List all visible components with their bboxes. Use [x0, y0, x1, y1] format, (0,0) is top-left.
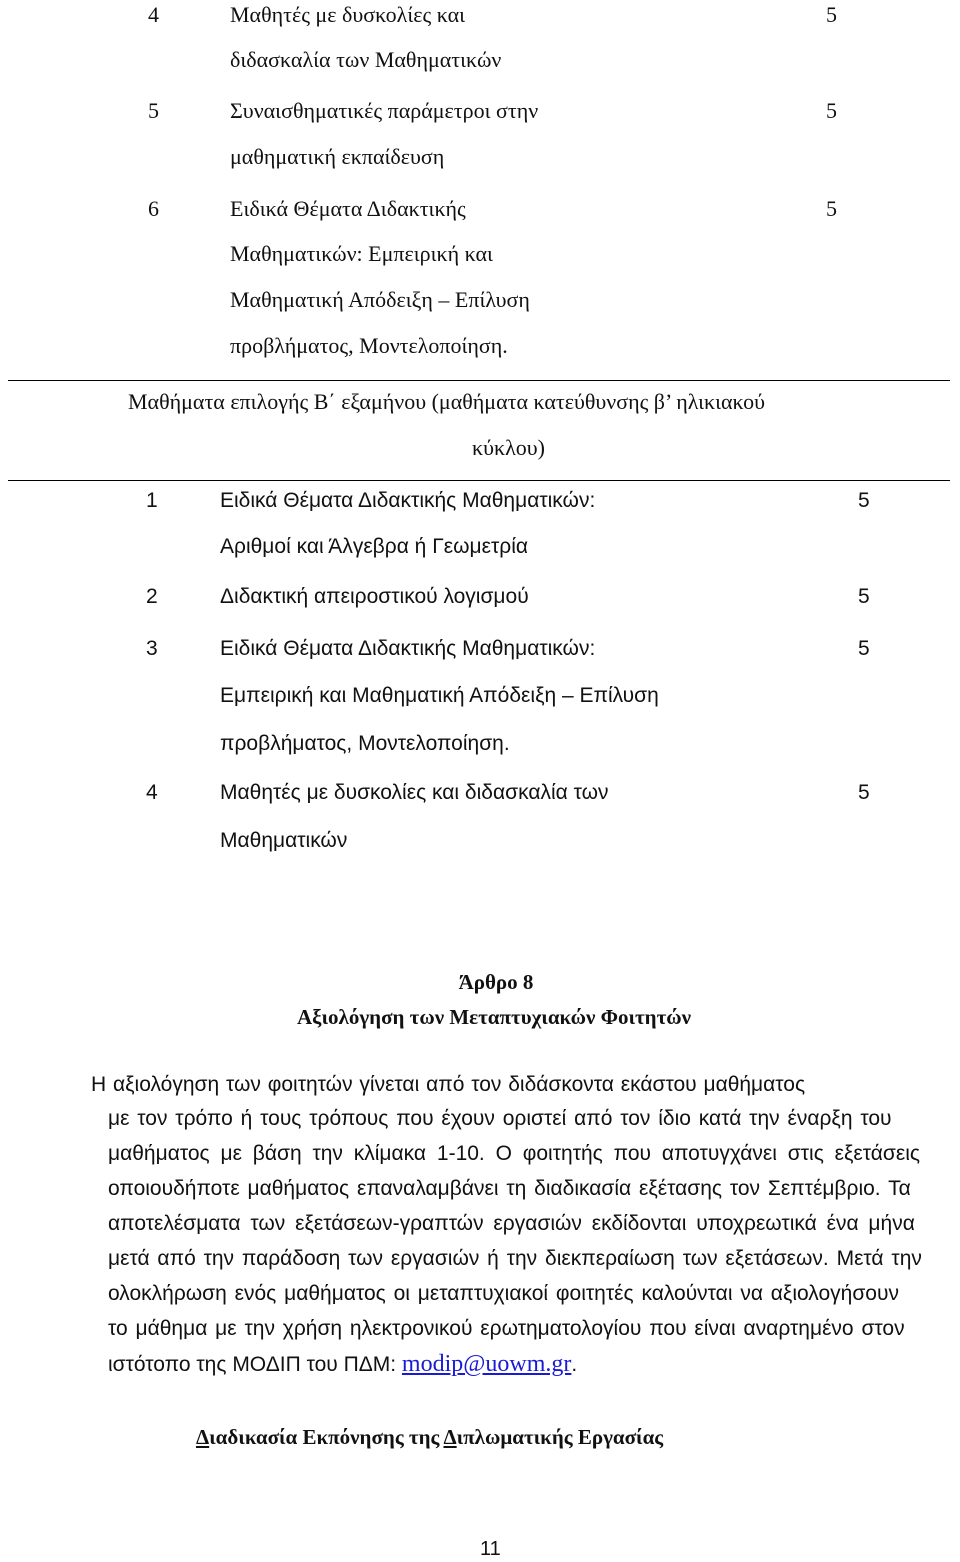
- ects-value: 5: [826, 2, 837, 27]
- heading-text: ιπλωματικής Εργασίας: [456, 1425, 664, 1449]
- ects-value: 5: [858, 489, 870, 512]
- course-title-line: Αριθμοί και Άλγεβρα ή Γεωμετρία: [220, 535, 529, 558]
- section-heading: Μαθήματα επιλογής Β΄ εξαμήνου (μαθήματα κατεύθυνσης β’ ηλικιακού: [128, 389, 766, 414]
- row-number: 4: [146, 781, 158, 804]
- paragraph-text: ιστότοπο της ΜΟΔΙΠ του ΠΔΜ:: [108, 1353, 402, 1376]
- row-number: 1: [146, 489, 158, 512]
- course-title-line: Εμπειρική και Μαθηματική Απόδειξη – Επίλυση: [220, 684, 659, 707]
- paragraph-line: μετά από την παράδοση των εργασιών ή την διεκπεραίωση των εξετάσεων. Μετά την: [108, 1247, 922, 1270]
- heading-initial: Δ: [196, 1425, 210, 1449]
- section-heading-cont: κύκλου): [472, 435, 545, 460]
- table-rule: [8, 380, 950, 381]
- course-title-line: Διδακτική απειροστικού λογισμού: [220, 585, 529, 608]
- paragraph-line: οποιουδήποτε μαθήματος επαναλαμβάνει τη διαδικασία εξέτασης τον Σεπτέμβριο. Τα: [108, 1177, 911, 1200]
- row-number: 4: [148, 2, 159, 27]
- paragraph-line: Η αξιολόγηση των φοιτητών γίνεται από τον διδάσκοντα εκάστου μαθήματος: [91, 1073, 806, 1096]
- course-title-line: Συναισθηματικές παράμετροι στην: [230, 98, 539, 123]
- row-number: 2: [146, 585, 158, 608]
- course-title-line: Μαθητές με δυσκολίες και: [230, 2, 466, 27]
- course-title-line: προβλήματος, Μοντελοποίηση.: [220, 732, 510, 755]
- course-title-line: Μαθηματικών: Εμπειρική και: [230, 241, 493, 266]
- course-title-line: Μαθηματικών: [220, 829, 348, 852]
- paragraph-text: .: [571, 1353, 578, 1376]
- article-title: Άρθρο 8: [458, 970, 534, 994]
- heading-text: ιαδικασία Εκπόνησης της: [209, 1425, 444, 1449]
- email-link[interactable]: modip@uowm.gr: [401, 1351, 572, 1377]
- paragraph-line: αποτελέσματα των εξετάσεων-γραπτών εργασιών εκδίδονται υποχρεωτικά ένα μήνα: [108, 1212, 915, 1235]
- table-rule: [8, 480, 950, 481]
- page-number: 11: [480, 1538, 501, 1560]
- paragraph-line: ολοκλήρωση ενός μαθήματος οι μεταπτυχιακοί φοιτητές καλούνται να αξιολογήσουν: [108, 1282, 899, 1305]
- course-title-line: Μαθηματική Απόδειξη – Επίλυση: [230, 287, 530, 312]
- section-heading-thesis: [196, 1424, 663, 1450]
- course-title-line: προβλήματος, Μοντελοποίηση.: [230, 333, 508, 358]
- course-title-line: μαθηματική εκπαίδευση: [230, 144, 445, 169]
- paragraph-line: το μάθημα με την χρήση ηλεκτρονικού ερωτηματολογίου που είναι αναρτημένο στον: [108, 1317, 905, 1340]
- paragraph-line: μαθήματος με βάση την κλίμακα 1-10. Ο φοιτητής που αποτυγχάνει στις εξετάσεις: [108, 1142, 921, 1165]
- row-number: 5: [148, 98, 159, 123]
- ects-value: 5: [826, 98, 837, 123]
- ects-value: 5: [826, 196, 837, 221]
- course-title-line: διδασκαλία των Μαθηματικών: [230, 47, 502, 72]
- course-title-line: Μαθητές με δυσκολίες και διδασκαλία των: [220, 781, 609, 804]
- ects-value: 5: [858, 585, 870, 608]
- ects-value: 5: [858, 781, 870, 804]
- row-number: 3: [146, 637, 158, 660]
- paragraph-last-line: [108, 1351, 958, 1378]
- course-title-line: Ειδικά Θέματα Διδακτικής: [230, 196, 466, 221]
- heading-initial: Δ: [443, 1425, 457, 1449]
- paragraph-line: με τον τρόπο ή τους τρόπους που έχουν οριστεί από τον ίδιο κατά την έναρξη του: [108, 1107, 892, 1130]
- ects-value: 5: [858, 637, 870, 660]
- article-subtitle: Αξιολόγηση των Μεταπτυχιακών Φοιτητών: [296, 1005, 692, 1029]
- row-number: 6: [148, 196, 159, 221]
- course-title-line: Ειδικά Θέματα Διδακτικής Μαθηματικών:: [220, 489, 596, 512]
- course-title-line: Ειδικά Θέματα Διδακτικής Μαθηματικών:: [220, 637, 596, 660]
